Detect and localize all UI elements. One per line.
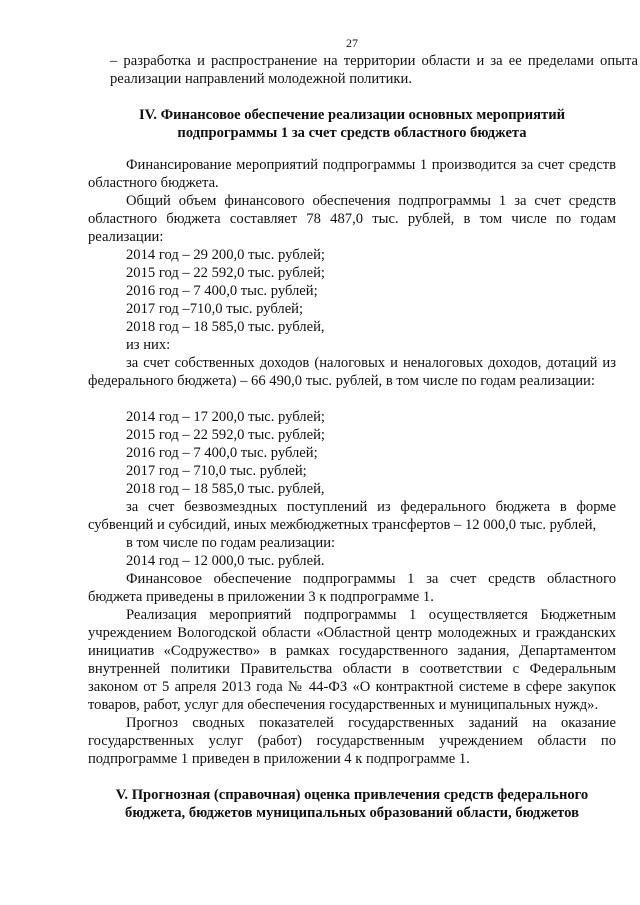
federal-years-list — [88, 534, 616, 570]
list-item: 2014 год – 12 000,0 тыс. рублей. — [126, 553, 325, 569]
financing-paragraph: Финансирование мероприятий подпрограммы 1 производится за счет средств областного бюджета. — [88, 157, 616, 191]
list-item: 2018 год – 18 585,0 тыс. рублей, — [126, 481, 325, 497]
implementation-paragraph: Реализация мероприятий подпрограммы 1 осуществляется Бюджетным учреждением Вологодской области «Областной центр молодежных и гражданских инициатив «Содружество» в рамках государственного задания, Департаментом внутренней политики Правительства области в соответствии с Федеральным законом от 5 апреля 2013 года № 44-ФЗ «О контрактной системе в сфере закупок товаров, работ, услуг для обеспечения государственных и муниципальных нужд». — [88, 607, 616, 713]
total-years-list — [88, 246, 616, 354]
section-4-heading-line-2: подпрограммы 1 за счет средств областного бюджета — [177, 125, 527, 141]
total-volume-paragraph: Общий объем финансового обеспечения подпрограммы 1 за счет средств областного бюджета составляет 78 487,0 тыс. рублей, в том числе по годам реализации: — [88, 193, 616, 245]
section-4-heading-line-1: IV. Финансовое обеспечение реализации основных мероприятий — [138, 107, 566, 123]
list-item: 2017 год – 710,0 тыс. рублей; — [126, 463, 307, 479]
list-item: 2014 год – 29 200,0 тыс. рублей; — [126, 247, 325, 263]
federal-funds-paragraph: за счет безвозмездных поступлений из федерального бюджета в форме субвенций и субсидий, иных межбюджетных трансфертов – 12 000,0 тыс. рублей, — [88, 499, 616, 533]
list-item: 2017 год –710,0 тыс. рублей; — [126, 301, 304, 317]
list-item: 2016 год – 7 400,0 тыс. рублей; — [126, 283, 318, 299]
appendix-3-paragraph: Финансовое обеспечение подпрограммы 1 за счет средств областного бюджета приведены в приложении 3 к подпрограмме 1. — [88, 571, 616, 605]
section-5-heading-line-1: V. Прогнозная (справочная) оценка привлечения средств федерального — [115, 787, 589, 803]
section-5-heading-line-2: бюджета, бюджетов муниципальных образований области, бюджетов — [125, 805, 579, 821]
own-years-list — [88, 408, 616, 498]
page-number: 27 — [346, 36, 358, 50]
list-item: 2018 год – 18 585,0 тыс. рублей, — [126, 319, 325, 335]
of-them-label: из них: — [126, 337, 171, 353]
list-item: 2015 год – 22 592,0 тыс. рублей; — [126, 427, 325, 443]
list-item: 2014 год – 17 200,0 тыс. рублей; — [126, 409, 325, 425]
list-item: 2015 год – 22 592,0 тыс. рублей; — [126, 265, 325, 281]
list-item: 2016 год – 7 400,0 тыс. рублей; — [126, 445, 318, 461]
own-income-paragraph: за счет собственных доходов (налоговых и неналоговых доходов, дотаций из федерального бюджета) – 66 490,0 тыс. рублей, в том числе по годам реализации: — [88, 355, 616, 389]
section-5-heading — [88, 786, 616, 822]
intro-bullet-paragraph: – разработка и распространение на территории области и за ее пределами опыта реализации направлений молодежной политики. — [110, 53, 638, 87]
section-4-heading — [88, 106, 616, 142]
federal-years-intro: в том числе по годам реализации: — [126, 535, 336, 551]
forecast-paragraph: Прогноз сводных показателей государственных заданий на оказание государственных услуг (работ) государственным учреждением области по подпрограмме 1 приведен в приложении 4 к подпрограмме 1. — [88, 715, 616, 767]
